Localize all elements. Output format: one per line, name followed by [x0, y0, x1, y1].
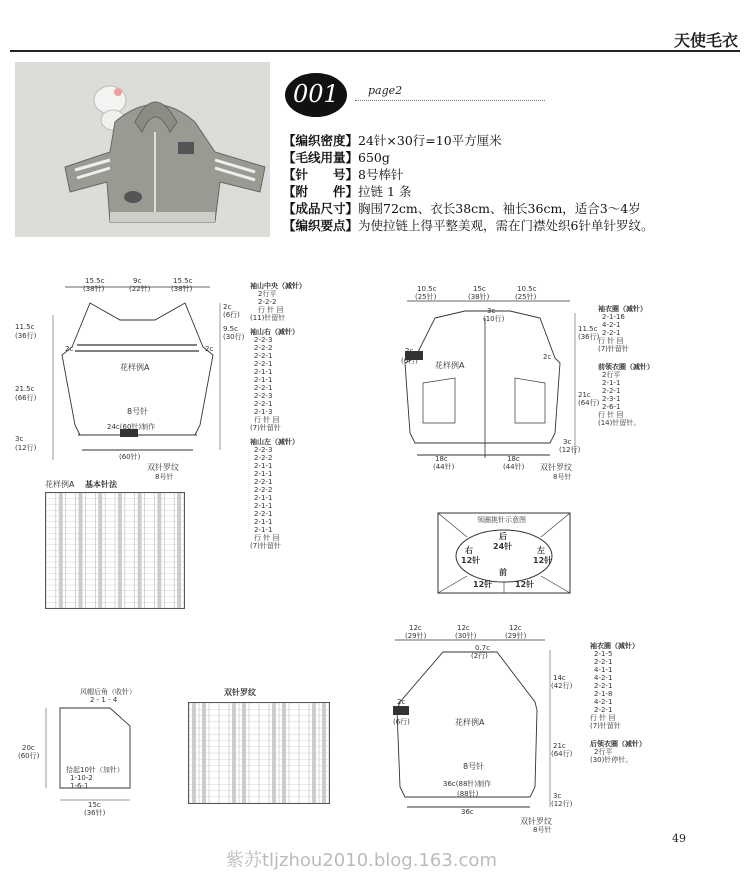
front-bottom-right: 18c: [507, 455, 520, 463]
back-ribbing-needle: 8号针: [155, 473, 174, 481]
front-notes: 袖衣圈（减针） 2-1-16 4-2-1 2-2-1 行 针 回 (7)针留针 前领衣圈（减针） 2行平 2-1-1 2-2-1 2-3-1 2-6-1 行 针 回 (14)针留针。: [598, 305, 654, 427]
back-diagram: [15, 275, 245, 485]
back-left-1: 11.5c: [15, 323, 35, 331]
back-small-left: 2c: [65, 345, 74, 353]
spec-yarn: 【毛线用量】650g: [283, 150, 390, 165]
front-pattern: 花样例A: [435, 361, 465, 370]
front-ribbing-needle: 8号针: [553, 473, 572, 481]
sleeve-top-w1-sts: (29针): [405, 632, 427, 640]
sleeve-top-small-rows: (2行): [471, 652, 488, 660]
spec-density: 【编织密度】24针×30行=10平方厘米: [283, 133, 502, 148]
back-right-2r: (30行): [223, 333, 245, 341]
cap-left-title: 袖山左（减针）: [250, 438, 299, 446]
product-photo: [15, 62, 270, 237]
neck-back-count: 24针: [493, 542, 513, 551]
watermark: 紫苏tljzhou2010.blog.163.com: [226, 850, 497, 871]
spec-accessory: 【附 件】拉链 1 条: [283, 184, 412, 199]
sleeve-bottom-note: 36c(88针)制作: [443, 780, 492, 788]
sleeve-bottom-width: (88针): [457, 790, 479, 798]
sleeve-notes: 袖衣圈（减针） 2-1-5 2-2-1 4-1-1 4-2-1 2-2-1 2-1-8 4-2-1 2-2-1 行 针 回 (7)针留针 后领衣圈（减针） 2行平 (30)针停针。: [590, 642, 646, 764]
spec-needle: 【针 号】8号棒针: [283, 167, 404, 182]
back-left-1r: (36行): [15, 332, 37, 340]
hood-left-dim: 20c: [22, 744, 35, 752]
front-right-2: 21c: [578, 391, 591, 399]
chart-a: [45, 480, 185, 610]
back-bottom-width: (60针): [119, 453, 141, 461]
sleeve-left-small-rows: (6行): [393, 718, 410, 726]
back-top-w2-sts: (22针): [129, 285, 151, 293]
sleeve-bottom-len: 36c: [461, 808, 474, 816]
front-right-1: 11.5c: [578, 325, 598, 333]
hood-title: 风帽后角（收针）: [80, 688, 136, 696]
front-bottom-left-sts: (44针): [433, 463, 455, 471]
front-small-rows: (10行): [483, 315, 505, 323]
hood-bottom-sts: (36针): [84, 809, 106, 817]
neck-front-right: 12针: [515, 580, 535, 589]
hood-title-rows: 2 - 1 - 4: [90, 696, 118, 704]
sleeve-cap-notes: 袖山中央（减针） 2行平 2-2-2 行 针 回 (11)针留针 袖山右（减针） 2-2-3 2-2-2 2-2-1 2-2-1 2-1-1 2-1-1 2-2-1 2-2-3 2-2-1 2-1-3 行 针 回 (7)针留针 袖山左（减针） 2-2-3 2-2-2 2-1-1 2-1-1 2-2-1 2-2-2 2-1-1 2-1-1 2-2-1 2-1-1 2-1-1 行 针 回 (7)针留针: [250, 282, 306, 550]
badge-number: 001: [293, 80, 339, 108]
hood-inner-title: 拾起10针（加针）: [66, 766, 124, 774]
hood-inner-row2: 1-6-1: [70, 782, 89, 790]
sleeve-diagram: [385, 622, 585, 832]
header-rule: [10, 50, 740, 52]
sleeve-top-w3-sts: (29针): [505, 632, 527, 640]
neck-right-count: 12针: [461, 556, 481, 565]
front-top-w2-sts: (38针): [468, 293, 490, 301]
sleeve-right-2r: (64行): [551, 750, 573, 758]
neck-left-count: 12针: [533, 556, 553, 565]
neck-pickup-diagram: [437, 512, 571, 594]
hood-bottom: 15c: [88, 801, 101, 809]
front-top-w1: 10.5c: [417, 285, 437, 293]
front-right-2r: (64行): [578, 399, 600, 407]
front-bottom-right-sts: (44针): [503, 463, 525, 471]
back-small-right: 2c: [205, 345, 214, 353]
front-bottom-left: 18c: [435, 455, 448, 463]
back-left-3r: (12行): [15, 444, 37, 452]
sleeve-ribbing-needle: 8号针: [533, 826, 552, 834]
sleeve-top-w2-sts: (30针): [455, 632, 477, 640]
back-top-w1-sts: (38针): [83, 285, 105, 293]
chart-a-subtitle: 基本针法: [85, 480, 117, 489]
back-ribbing: 双针罗纹: [147, 463, 179, 472]
front-left-small-rows: (6行): [401, 357, 418, 365]
cap-right-title: 袖山右（减针）: [250, 328, 299, 336]
back-left-3: 3c: [15, 435, 24, 443]
rib-chart-grid: [188, 702, 330, 804]
sleeve-top-w1: 12c: [409, 624, 422, 632]
sleeve-top-w3: 12c: [509, 624, 522, 632]
page-number: 49: [672, 832, 686, 845]
back-top-w3-sts: (38针): [171, 285, 193, 293]
front-top-w1-sts: (25针): [415, 293, 437, 301]
page-title: 天使毛衣: [673, 31, 738, 50]
sleeve-right-1r: (42行): [551, 682, 573, 690]
back-top-w1: 15.5c: [85, 277, 105, 285]
neck-front: 前: [499, 568, 507, 577]
back-left-2: 21.5c: [15, 385, 35, 393]
sleeve-needle: 8号针: [463, 762, 485, 771]
badge-page-ref: page2: [368, 84, 403, 97]
front-top-w3: 10.5c: [517, 285, 537, 293]
hood-left-dim-rows: (60行): [18, 752, 40, 760]
neck-left: 左: [537, 546, 545, 555]
front-top-w2: 15c: [473, 285, 486, 293]
back-right-1: 2c: [223, 303, 232, 311]
sleeve-right-3r: (12行): [551, 800, 573, 808]
cap-center-title: 袖山中央（减针）: [250, 282, 306, 290]
front-right-3r: (12行): [559, 446, 581, 454]
back-top-w3: 15.5c: [173, 277, 193, 285]
front-small: 3c: [487, 307, 496, 315]
rib-chart: [188, 688, 330, 808]
hood-diagram: [18, 688, 148, 818]
neck-front-left: 12针: [473, 580, 493, 589]
back-pattern: 花样例A: [120, 363, 150, 372]
back-left-2r: (66行): [15, 394, 37, 402]
front-ribbing: 双针罗纹: [540, 463, 572, 472]
front-top-w3-sts: (25针): [515, 293, 537, 301]
back-right-1r: (6行): [223, 311, 240, 319]
front-left-small: 2c: [405, 347, 414, 355]
sleeve-right-1: 14c: [553, 674, 566, 682]
back-top-w2: 9c: [133, 277, 142, 285]
spec-key-point: 【编织要点】为使拉链上得平整美观，需在门襟处织6针单针罗纹。: [283, 218, 654, 233]
spec-size: 【成品尺寸】胸围72cm、衣长38cm、袖长36cm，适合3～4岁: [283, 201, 641, 216]
spec-list: [283, 132, 653, 234]
sleeve-top-small: 0.7c: [475, 644, 490, 652]
sleeve-right-3: 3c: [553, 792, 562, 800]
badge-rule: [355, 100, 545, 101]
sleeve-top-w2: 12c: [457, 624, 470, 632]
neck-back: 后: [499, 532, 507, 541]
sleeve-left-small: 2c: [397, 698, 406, 706]
sleeve-pattern: 花样例A: [455, 718, 485, 727]
front-right-small: 2c: [543, 353, 552, 361]
front-right-1r: (36行): [578, 333, 600, 341]
front-diagram: [395, 283, 600, 483]
neck-right: 右: [465, 546, 473, 555]
sleeve-right-2: 21c: [553, 742, 566, 750]
back-bottom-note: 24c(60针)制作: [107, 423, 156, 431]
front-right-3: 3c: [563, 438, 572, 446]
pattern-badge: [283, 70, 353, 120]
back-needle: 8号针: [127, 407, 149, 416]
chart-a-title: 花样例A: [45, 480, 75, 489]
neck-title: 领圈挑针示意图: [477, 516, 526, 524]
hood-inner-row1: 1-10-2: [70, 774, 93, 782]
chart-a-grid: [45, 492, 185, 609]
rib-chart-title: 双针罗纹: [224, 688, 256, 697]
sleeve-ribbing: 双针罗纹: [520, 817, 552, 826]
back-right-2: 9.5c: [223, 325, 238, 333]
